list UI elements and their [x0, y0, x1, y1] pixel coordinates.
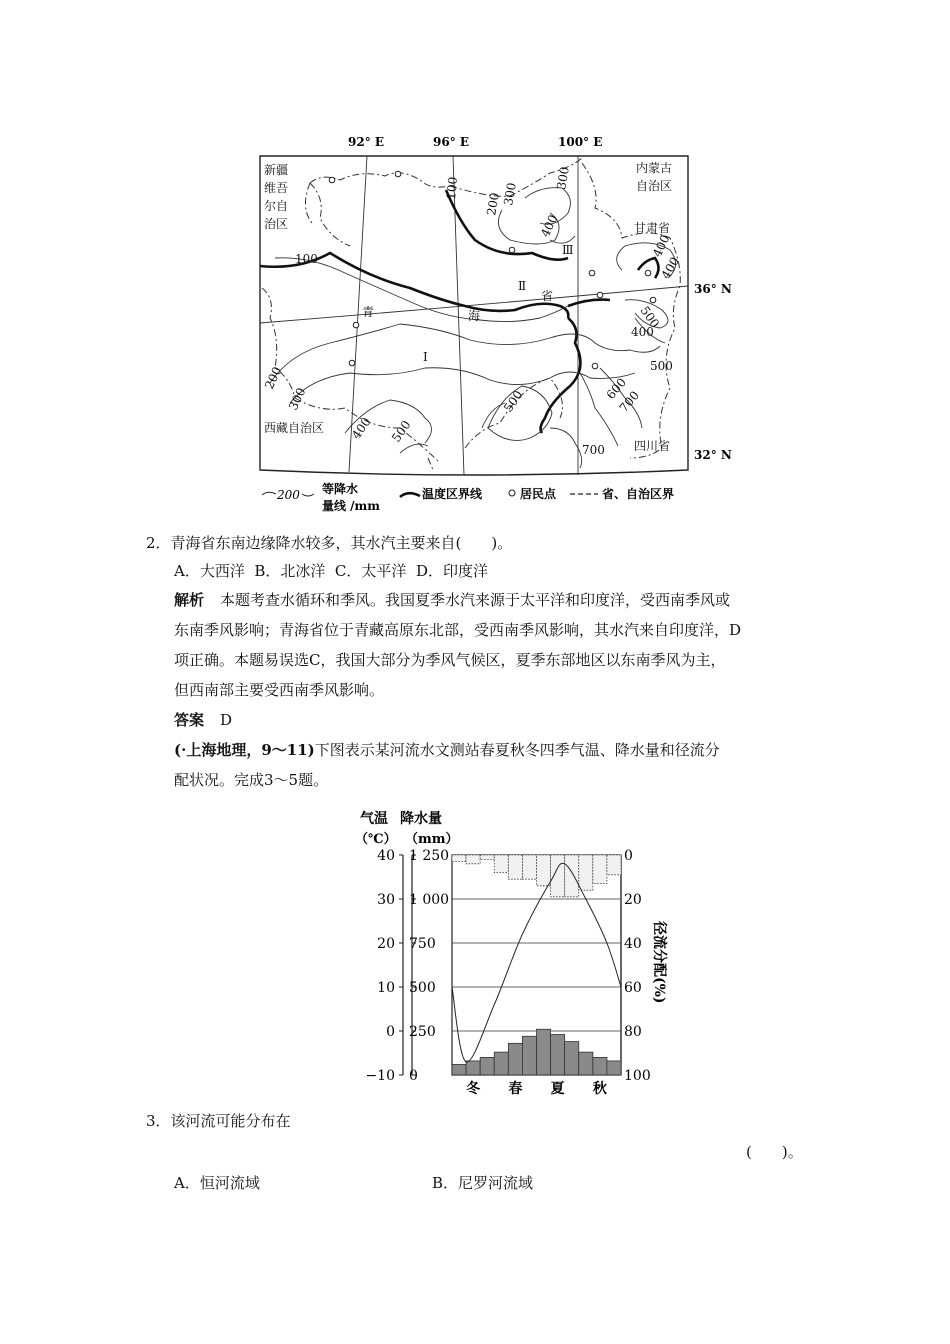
region-label-qing: 青 [362, 305, 375, 319]
settlement-dot [329, 177, 335, 183]
region-label-xinjiang: 维吾 [264, 181, 289, 195]
precip-bar [607, 1061, 621, 1075]
q3-option-b: B．尼罗河流域 [432, 1174, 534, 1192]
season-label: 秋 [592, 1081, 607, 1097]
isohyets [270, 188, 676, 468]
isohyet-label: 600 [603, 375, 630, 402]
region-label-sichuan: 四川省 [634, 439, 671, 453]
settlement-dot [645, 270, 651, 276]
region-label-neimenggu: 自治区 [636, 179, 673, 193]
runoff-bar [508, 855, 522, 879]
precip-bar [480, 1057, 494, 1075]
temperature-zone-boundaries [260, 190, 659, 433]
season-label: 春 [508, 1081, 523, 1097]
q3-stem: 3．该河流可能分布在 [146, 1112, 291, 1130]
isohyet-label: 700 [582, 443, 605, 457]
temp-tick-label: 10 [377, 980, 395, 996]
temp-tick-label: 40 [377, 848, 395, 864]
legend-settlement-icon [509, 490, 515, 496]
settlement-dot [650, 297, 656, 303]
runoff-tick-label: 60 [624, 980, 642, 996]
precip-tick-label: 1 250 [409, 848, 450, 864]
q2-analysis-label: 解析 [174, 591, 205, 609]
hydrology-chart [355, 803, 675, 1103]
precip-bar [508, 1043, 522, 1075]
precip-bar [579, 1052, 593, 1075]
precip-tick-label: 500 [409, 980, 436, 996]
runoff-tick-label: 40 [624, 936, 642, 952]
region-label-xinjiang: 尔自 [264, 199, 289, 213]
runoff-tick-label: 80 [624, 1024, 642, 1040]
legend-isohyet-text: 等降水 [322, 482, 359, 496]
isohyet-label: 500 [650, 359, 673, 373]
legend-isohyet-value: 200 [277, 488, 300, 502]
intro-line-1 [174, 740, 720, 760]
runoff-bar [480, 855, 494, 859]
temp-tick-label: 20 [377, 936, 395, 952]
temp-tick-label: 30 [377, 892, 395, 908]
q2-analysis-text: 本题考查水循环和季风。我国夏季水汽来源于太平洋和印度洋，受西南季风或 [220, 591, 731, 609]
season-label: 冬 [466, 1081, 481, 1097]
q2-analysis-text: 但西南部主要受西南季风影响。 [174, 681, 385, 699]
q2-answer-label: 答案 [174, 711, 205, 729]
map-legend [262, 481, 674, 513]
precip-tick-label: 750 [409, 936, 436, 952]
precip-bar [551, 1035, 565, 1075]
runoff-bar [551, 855, 565, 897]
meridian-96 [453, 156, 464, 475]
zone-label-3: Ⅲ [562, 243, 574, 257]
isohyet-label: 500 [388, 417, 414, 445]
isohyet-label: 400 [631, 325, 654, 339]
isohyet-label: 200 [262, 364, 285, 392]
isohyet-label: 700 [616, 388, 643, 415]
isohyet-label: 500 [500, 387, 526, 415]
zone-label-2: Ⅱ [518, 279, 527, 293]
runoff-bar [494, 855, 508, 873]
precip-bar [565, 1042, 579, 1075]
isohyet-label: 400 [348, 414, 374, 442]
q2-answer-line [174, 710, 232, 730]
legend-settlement-text: 居民点 [520, 487, 557, 501]
lat-label-32: 32° N [694, 448, 732, 462]
settlement-dot [353, 322, 359, 328]
isohyet-label: 400 [538, 212, 561, 240]
runoff-bar [466, 855, 480, 864]
lon-label-96: 96° E [433, 135, 470, 149]
season-label: 夏 [550, 1081, 565, 1097]
temp-tick-label: 0 [386, 1024, 395, 1040]
isohyet-label: 300 [286, 385, 309, 413]
legend-province-text: 省、自治区界 [602, 487, 675, 501]
settlement-dot [597, 292, 603, 298]
region-label-sheng: 省 [541, 289, 554, 303]
runoff-bar [452, 855, 466, 862]
settlement-dot [589, 270, 595, 276]
isohyet-label: 300 [554, 165, 572, 191]
runoff-bar [579, 855, 593, 890]
isohyet-label: 200 [484, 191, 502, 217]
precip-tick-label: 250 [409, 1024, 436, 1040]
region-label-xinjiang: 新疆 [264, 163, 289, 177]
lon-label-100: 100° E [558, 135, 603, 149]
isohyet-label: 400 [658, 254, 683, 282]
intro-source: (·上海地理，9～11) [174, 741, 315, 759]
legend-boundary-line-icon [400, 493, 420, 497]
region-label-neimenggu: 内蒙古 [636, 161, 673, 175]
q2-options: A．大西洋 B．北冰洋 C．太平洋 D．印度洋 [174, 562, 488, 580]
intro-line-2: 配状况。完成3～5题。 [174, 771, 329, 789]
region-label-hai: 海 [468, 309, 481, 323]
legend-isohyet-line-icon [262, 492, 276, 495]
precip-bar [452, 1064, 466, 1075]
settlement-dot [509, 247, 515, 253]
zone-label-1: Ⅰ [423, 350, 428, 364]
runoff-bar [522, 855, 536, 879]
q2-analysis-text: 项正确。本题易误选C，我国大部分为季风气候区，夏季东部地区以东南季风为主， [174, 651, 726, 669]
settlement-dot [592, 363, 598, 369]
temp-axis-title: 气温 [360, 811, 388, 827]
isohyet-label: 400 [650, 232, 673, 260]
runoff-axis-title: 径流分配(%) [651, 921, 667, 1004]
precip-bar [593, 1057, 607, 1075]
precip-axis-unit: （mm） [405, 832, 459, 847]
precip-tick-label: 1 000 [409, 892, 450, 908]
runoff-tick-label: 20 [624, 892, 642, 908]
runoff-tick-label: 100 [624, 1068, 651, 1084]
temp-axis-unit: （℃） [355, 832, 397, 847]
runoff-bar [565, 855, 579, 897]
lat-label-36: 36° N [694, 282, 732, 296]
region-label-xizang: 西藏自治区 [264, 421, 325, 435]
q2-analysis-line [174, 590, 730, 610]
region-label-xinjiang: 治区 [264, 217, 289, 231]
isohyet-label: 100 [444, 176, 460, 201]
runoff-bar [537, 855, 551, 886]
lon-label-92: 92° E [348, 135, 385, 149]
intro-text: 下图表示某河流水文测站春夏秋冬四季气温、降水量和径流分 [314, 741, 720, 759]
runoff-bar [593, 855, 607, 884]
q3-bracket: ( )。 [746, 1143, 803, 1161]
runoff-bar [607, 855, 621, 875]
precip-axis-title: 降水量 [400, 811, 442, 827]
precip-bar [522, 1036, 536, 1075]
legend-boundary-text: 温度区界线 [422, 487, 483, 501]
region-label-gansu: 甘肃省 [634, 221, 671, 235]
precip-tick-label: 0 [409, 1068, 418, 1084]
precip-bar [537, 1029, 551, 1075]
legend-isohyet-text: 量线 /mm [322, 499, 380, 513]
isohyet-label: 300 [501, 181, 519, 207]
precip-bar [494, 1052, 508, 1075]
runoff-tick-label: 0 [624, 848, 633, 864]
isohyet-label: 100 [295, 252, 318, 266]
isohyet-label: 500 [637, 303, 663, 331]
precipitation-map [250, 128, 732, 513]
temp-tick-label: −10 [365, 1068, 395, 1084]
q3-option-a: A．恒河流域 [174, 1174, 260, 1192]
q2-answer: D [220, 711, 233, 729]
precip-bar [466, 1061, 480, 1075]
q2-analysis-text: 东南季风影响；青海省位于青藏高原东北部，受西南季风影响，其水汽来自印度洋，D [174, 621, 742, 639]
q2-stem: 2．青海省东南边缘降水较多，其水汽主要来自( )。 [146, 534, 513, 552]
settlement-dot [395, 171, 401, 177]
settlement-dot [349, 360, 355, 366]
